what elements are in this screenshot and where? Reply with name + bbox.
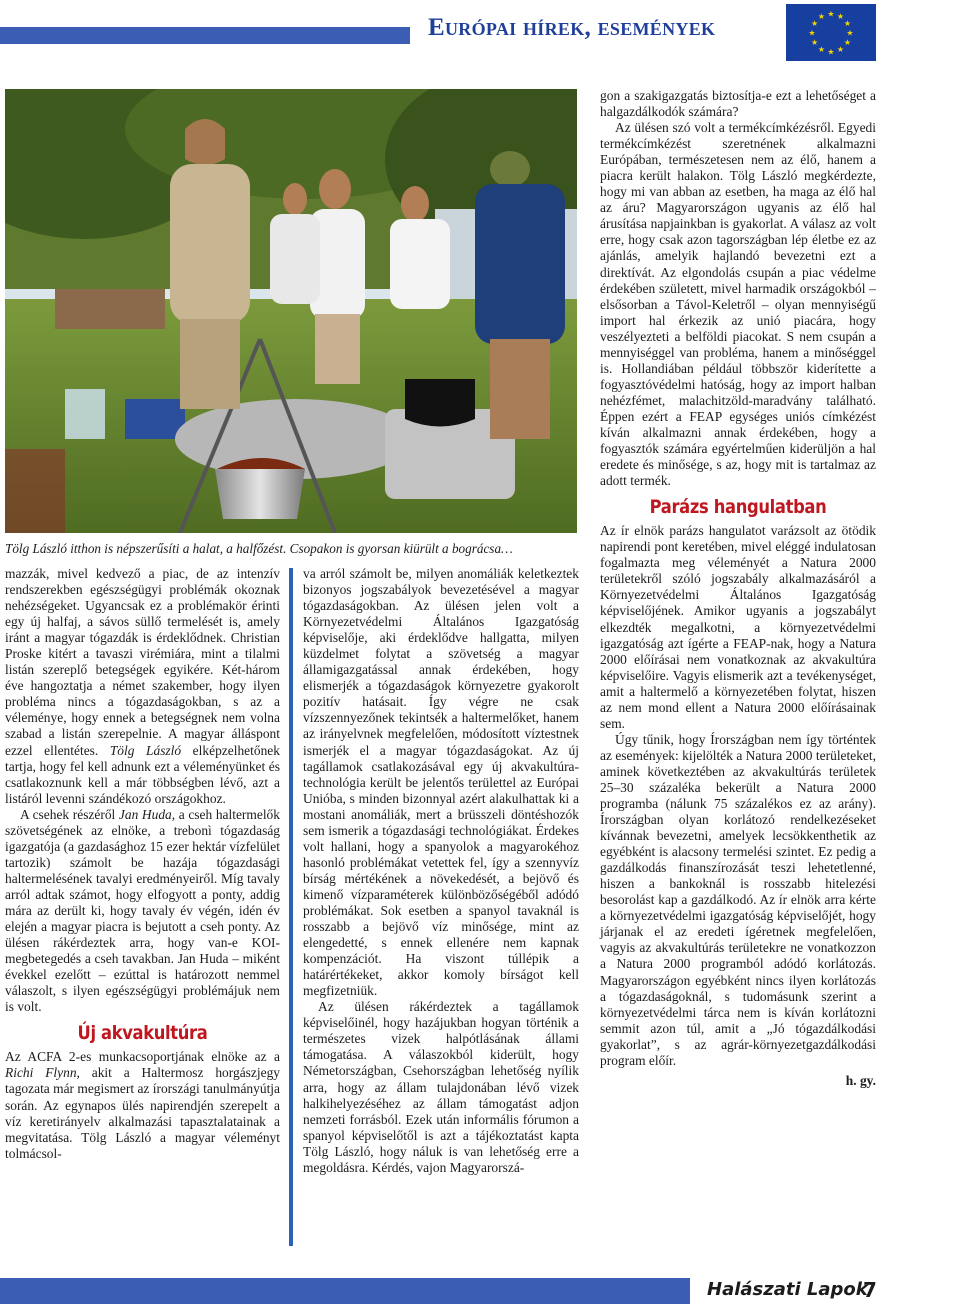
person-name: Jan Huda — [118, 806, 172, 822]
star-icon: ★ — [827, 9, 835, 19]
star-icon: ★ — [810, 19, 819, 28]
star-icon: ★ — [810, 38, 819, 47]
star-icon: ★ — [843, 38, 852, 47]
page-number: 7 — [863, 1278, 877, 1302]
paragraph: Úgy tűnik, hogy Írországban nem így történtek az események: kijelölték a Natura 2000 területeket, aminek következtében az akvakultúrás területek 25–30 százaléka bekerült a Natura 2000 programba (nálunk 75 százalékos ez az arány). Írországban olyan korlátozó rendelkezéseket kívánnak bevezetni, amelyek lecsökkenthetik az egyébként is alacsony termelési szintet. Ez pedig a gazdálkodás finanszírozását teszi lehetetlenné, hiszen a bankoknál is rosszabb hitelezési besorolást kap a gazdálkodó. Az ír elnök arra kérte a környezetvédelmi igazgatóság képviselőjét, hogy járjanak el az eredeti ígéretnek megfelelően, vagyis az akvakultúrás területekre ne vonatkozzon a Natura 2000 programból adódó korlátozás. Magyarországon egyébként nincs ilyen korlátozás a tógazdaságoknál, s tudomásunk szerint a környezetvédelmi tárca nem is kíván korlátozni semmit azon túl, amit a „Jó tógazdálkodási gyakorlat”, s az agrár-környezetgazdálkodási program előír. — [600, 731, 876, 1068]
star-icon: ★ — [827, 47, 835, 57]
photo-caption: Tölg László itthon is népszerűsíti a halat, a halfőzést. Csopakon is gyorsan kiürült a bográcsa… — [5, 541, 513, 556]
paragraph-text: mazzák, mivel kedvező a piac, de az intenzív rendszerekben egészségügyi problémák okoznak nehézségeket. Ugyancsak ez a problémakör érinti egy új halfaj, a sávos süllő termelését is, amely iránt a magyar tógazdák is érdeklődnek. Christian Proske kitért a tavaszi virémiára, mint a tilalmi listán szereplő betegségek egyikére. Két-három éve hangoztatja a német szakember, hogy ilyen probléma nincs a tógazdaságokban, s az a véleménye, hogy ennek a betegségnek nem volna szabad a listán szerepelnie. A magyar álláspont ezzel ellentétes. — [5, 566, 280, 758]
star-icon: ★ — [843, 19, 852, 28]
section-title: Európai hírek, események — [428, 14, 716, 41]
footer-bar — [0, 1278, 690, 1304]
paragraph: va arról számolt be, milyen anomáliák keletkeztek bizonyos jogszabályok bevezetésével a magyar tógazdaságokban. Az ülésen jelen volt a Környezetvédelmi Általános Igazgatóság képviselője, aki érdeklődve hallgatta, milyen küzdelmet folytat a szövetség a magyar államigazgatással annak érdekében, hogy elismerjék a tógazdaságok környezetre gyakorolt pozitív hatásait. Így végre ne csak vízszennyezőnek tekintsék a haltermelőket, hanem az irányelvnek megfelelően, módosított víztestnek ismerjék el a magyar tógazdaságokat. Az új tagállamok csatlakozásával egy új akvakultúra-technológia került be jelentős területtel az Európai Unióba, s minden bizonnyal azért alakulhattak ki a mostani anomáliák, mert a brüsszeli döntéshozók sem ismerik a tógazdasági technológiákat. Érdekes volt hallani, hogy a spanyolok a magyarokéhoz hasonló problémákat vetettek fel, így a szennyvíz bírság mértékének a növekedését, a bejövő és kimenő vízparaméterek különbözőségéből adódó problémákat. Sok esetben a spanyol tavaknál is rosszabb a bejövő víz minősége, mint az elengedetté, s ennek ellenére nem kapnak kompenzációt. Ha viszont túllépik a határértékeket, akkor komoly bírságot kell megfizetniük. — [303, 566, 579, 999]
header-bar — [0, 27, 410, 44]
star-icon: ★ — [817, 44, 826, 54]
person-name: Tölg László — [109, 742, 182, 758]
paragraph-text: , a cseh haltermelők szövetségének az elnöke, a trebonì tógazdaság igazgatója (a gazdasághoz 15 ezer hektár vízfelület tartozik) számolt be hazája tógazdasági haltermelésének tavalyi eredményeiről. Míg tavaly arról adtak számot, hogy elfogyott a ponty, addig mára az derült ki, hogy tavaly év végén, idén év elején a magyar piacra is bejutott a cseh ponty. Az ülésen rákérdeztek arra, hogy van-e KOI-megbetegedés a cseh tavakban. Jan Huda – miként évekkel ezelőtt – ezúttal is határozott nemmel válaszolt, s ilyen egészségügyi problémájuk nem is volt. — [5, 806, 280, 1015]
star-icon: ★ — [817, 12, 826, 22]
paragraph: Az ülésen rákérdeztek a tagállamok képviselőinél, hogy hazájukban hogyan történik a természetes vizek halpótlásának állami támogatása. A válaszokból kiderült, hogy Németországban, Csehországban lehetőség nyílik arra, hogy az állam tulajdonában lévő vizek halkihelyezéséhez az állam támogatást adjon nemzeti forrásból. Ezek után informális fórumon a spanyol képviselőtől is azt a tájékoztatást kapta Tölg László, hogy náluk is van lehetőség erre a megoldásra. Kérdés, vajon Magyarorszá- — [303, 999, 579, 1175]
paragraph-text: elképzelhetőnek tartja, hogy fel kell adnunk ezt a véleményünket és csatlakoznunk kell a már többségben lévő, azt a listáról levenni szándékozó országokhoz. — [5, 742, 280, 806]
paragraph-text: Az ACFA 2-es munkacsoportjának elnöke az a — [5, 1049, 280, 1065]
paragraph-text: A csehek részéről — [20, 806, 119, 822]
person-name: Richi Flynn — [5, 1065, 77, 1081]
column-2 — [303, 566, 579, 1176]
paragraph: Az ülésen szó volt a termékcímkézésről. Egyedi termékcímkézést szeretnének alkalmazni Európában, természetesen nem az élő, hanem a piacra került halakon. Tölg László megkérdezte, hogy mi van abban az esetben, ha maga az élő hal az áru? Magyarországon ugyanis az élő hal árusítása napjainkban is gyakorlat. A válasz az volt erre, hogy csak azon tagországban lép életbe ez az ajánlás, amelyik hajlandó bevezetni ezt a direktívát. Az elgondolás csupán a piac védelme érdekében született, mivel harmadik országokból – elsősorban a Távol-Keletről – olyan mennyiségű import hal érkezik az unió piacára, hogy veszélyezteti a belföldi piacokat. S nem csupán a mennyiséggel van probléma, hanem a minőséggel is. Hollandiában például többször kiderítette a fogyasztóvédelmi hatóság, hogy az import halban nehézfémet, malachitzöld-maradvány található. Éppen ezért a FEAP egységes uniós címkézést kíván alkalmazni annak érdekében, hogy a fogyasztók számára egyértelműen kiderüljön a hal eredete és minősége, s az, hogy mit is tartalmaz az adott termék. — [600, 120, 876, 489]
eu-flag-icon — [786, 4, 876, 61]
subheading-heated-atmosphere: Parázs hangulatban — [649, 496, 827, 519]
column-3 — [600, 88, 876, 1089]
column-divider — [289, 568, 293, 1246]
magazine-title: Halászati Lapok — [707, 1279, 868, 1300]
paragraph — [5, 566, 280, 807]
paragraph — [5, 807, 280, 1016]
column-1 — [5, 566, 280, 1162]
paragraph: gon a szakigazgatás biztosítja-e ezt a lehetőséget a halgazdálkodók számára? — [600, 88, 876, 120]
paragraph-text: , akit a Haltermosz horgászjegy tagozata már megismert az írországi tanulmányútja során. Az egynapos ülés napirendjén szerepelt a víz keretirányelv alkalmazási tapasztalatainak a megvitatása. Tölg László a magyar véleményt tolmácsol- — [5, 1065, 281, 1161]
star-icon: ★ — [836, 44, 845, 54]
subheading-new-aquaculture: Új akvakultúra — [77, 1022, 208, 1045]
star-icon: ★ — [836, 12, 845, 22]
paragraph — [5, 1049, 280, 1161]
paragraph: Az ír elnök parázs hangulatot varázsolt az ötödik napirendi pont keretében, mivel eléggé indulatosan fogalmazta meg véleményét a Natura 2000 területekről szóló jogszabály alkalmazásáról a Környezetvédelmi Általános Igazgatóság képviselőjének. Amikor ugyanis a jogszabályt elkezdték megalkotni, a környezetvédelmi igazgatóság azt ígérte a FEAP-nak, hogy a Natura 2000 előírásai nem vonatkoznak az akvakultúra képviselőire. Vagyis elismerik azt a tevékenységet, amit a haltermelő a környezetében folytat, hiszen az nem mond ellent a Natura 2000 előírásainak sem. — [600, 523, 876, 731]
star-icon: ★ — [808, 28, 816, 38]
star-icon: ★ — [846, 28, 854, 38]
author-signature: h. gy. — [845, 1072, 876, 1088]
article-photo — [5, 89, 577, 533]
